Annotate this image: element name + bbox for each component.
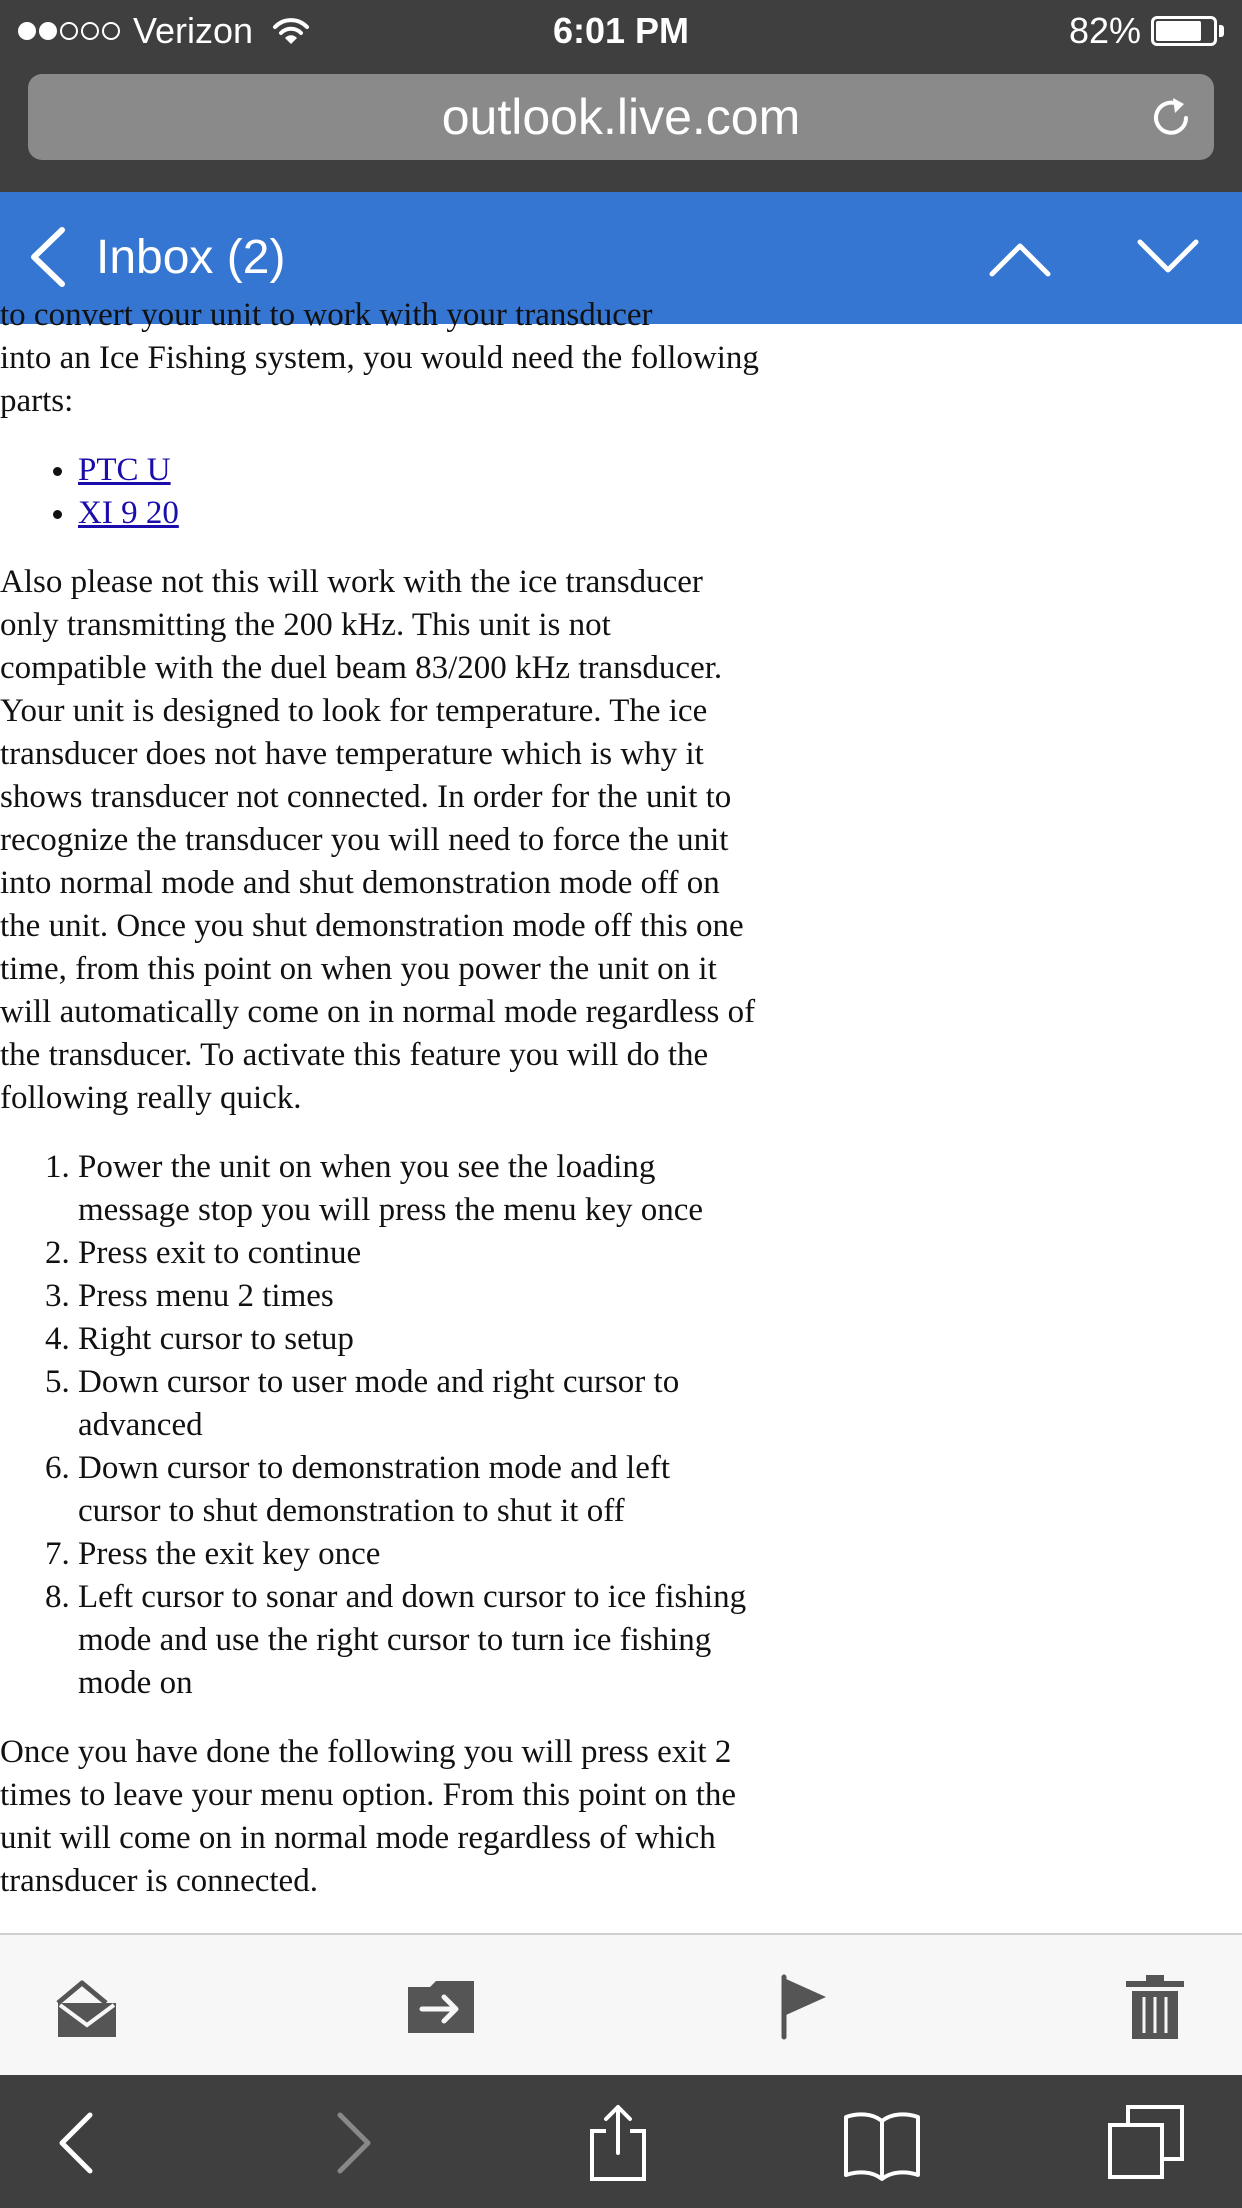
chevron-left-icon[interactable] — [24, 224, 68, 290]
list-item: 2. Press exit to continue — [78, 1232, 760, 1275]
battery-status — [1069, 8, 1224, 54]
parts-list — [0, 449, 760, 535]
part-link[interactable]: XI 9 20 — [78, 495, 179, 531]
back-arrow-icon[interactable] — [38, 2103, 118, 2183]
list-item: 6. Down cursor to demonstration mode and left cursor to shut demonstration to shut it off — [78, 1447, 760, 1533]
intro-text: into an Ice Fishing system, you would need the following parts: — [0, 340, 759, 419]
list-item: 3. Press menu 2 times — [78, 1275, 760, 1318]
list-item: 7. Press the exit key once — [78, 1533, 760, 1576]
list-item: 8. Left cursor to sonar and down cursor to ice fishing mode and use the right cursor to turn ice fishing mode on — [78, 1576, 760, 1705]
bookmarks-icon[interactable] — [842, 2103, 922, 2183]
chevron-down-icon[interactable] — [1136, 230, 1200, 286]
inbox-back-link[interactable]: Inbox (2) — [96, 231, 286, 284]
list-item — [78, 449, 760, 492]
instructions-paragraph: Also please not this will work with the ice transducer only transmitting the 200 kHz. This unit is not compatible with the duel beam 83/200 kHz transducer. Your unit is designed to look for temperature. The ice transducer does not have temperature which is why it shows transducer not connected. In order for the unit to recognize the transducer you will need to force the unit into normal mode and shut demonstration mode off on the unit. Once you shut demonstration mode off this one time, from this point on when you power the unit on it will automatically come on in normal mode regardless of the transducer. To activate this feature you will do the following really quick. — [0, 564, 756, 1116]
battery-icon — [1151, 16, 1217, 46]
url-text: outlook.live.com — [441, 89, 801, 145]
list-item — [78, 492, 760, 535]
chevron-up-icon[interactable] — [988, 230, 1052, 286]
message-body[interactable] — [0, 297, 1242, 1933]
closing-paragraph: Once you have done the following you will press exit 2 times to leave your menu option. From this point on the unit will come on in normal mode regardless of which transducer is connected. — [0, 1734, 737, 1899]
part-link[interactable]: PTC U — [78, 452, 171, 488]
status-time: 6:01 PM — [552, 10, 690, 51]
status-bar — [0, 0, 1242, 62]
reload-icon[interactable] — [1146, 92, 1196, 142]
cut-off-line: to convert your unit to work with your transducer — [0, 297, 653, 333]
carrier-name: Verizon — [133, 10, 254, 51]
mark-read-icon[interactable] — [52, 1975, 122, 2039]
flag-icon[interactable] — [768, 1975, 838, 2039]
trash-icon[interactable] — [1120, 1975, 1190, 2039]
browser-address-area — [0, 62, 1242, 192]
steps-list — [0, 1146, 760, 1705]
tabs-icon[interactable] — [1106, 2103, 1186, 2183]
forward-arrow-icon[interactable] — [312, 2103, 392, 2183]
mail-action-toolbar — [0, 1933, 1242, 2075]
move-to-folder-icon[interactable] — [406, 1975, 476, 2039]
list-item: 5. Down cursor to user mode and right cursor to advanced — [78, 1361, 760, 1447]
share-icon[interactable] — [578, 2103, 658, 2183]
battery-fill — [1156, 21, 1201, 41]
list-item: 4. Right cursor to setup — [78, 1318, 760, 1361]
browser-toolbar — [0, 2075, 1242, 2208]
list-item: 1. Power the unit on when you see the loading message stop you will press the menu key once — [78, 1146, 760, 1232]
address-bar[interactable] — [28, 74, 1214, 160]
battery-percent: 82% — [1068, 10, 1141, 51]
